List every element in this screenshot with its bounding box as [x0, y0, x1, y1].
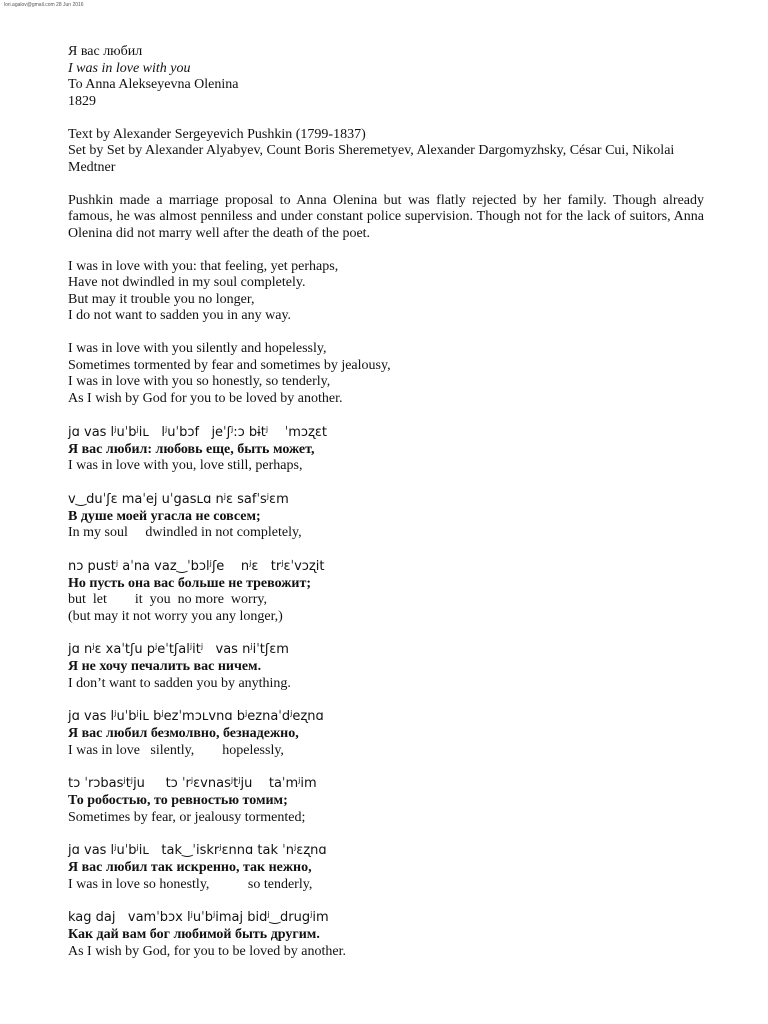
english-gloss: (but may it not worry you any longer,)	[68, 608, 283, 624]
verse-block	[68, 842, 704, 893]
verse-block	[68, 708, 704, 759]
english-gloss: In my soul dwindled in not completely,	[68, 525, 302, 540]
document-header-stamp: lori.agalov@gmail.com 28 Jun 2016	[4, 2, 84, 8]
russian-line: Но пусть она вас больше не тревожит;	[68, 575, 311, 591]
text-by-credit: Text by Alexander Sergeyevich Pushkin (1799-1837)	[68, 126, 366, 142]
english-gloss: I was in love so honestly, so tenderly,	[68, 876, 313, 892]
verse-block	[68, 558, 704, 626]
title-english: I was in love with you	[68, 60, 191, 76]
russian-line: Я вас любил так искренно, так нежно,	[68, 860, 312, 875]
stanza-line: Have not dwindled in my soul completely.	[68, 275, 306, 290]
russian-line: То робостью, то ревностью томим;	[68, 793, 288, 808]
russian-line: Я не хочу печалить вас ничем.	[68, 659, 262, 674]
ipa-line: v‿duˈʃɛ maˈej uˈgasʟɑ nʲɛ safˈsʲɛm	[68, 491, 289, 507]
verse-block	[68, 491, 704, 542]
stanza-line: As I wish by God for you to be loved by another.	[68, 390, 343, 406]
document-page	[68, 44, 704, 960]
verse-analysis	[68, 424, 704, 961]
ipa-line: jɑ vas lʲuˈbʲiʟ tak‿ˈiskrʲɛnnɑ tak ˈnʲɛʐnɑ	[68, 843, 327, 858]
english-gloss: I don’t want to sadden you by anything.	[68, 675, 291, 691]
english-gloss: As I wish by God, for you to be loved by another.	[68, 943, 347, 959]
stanza-line: But may it trouble you no longer,	[68, 291, 255, 307]
stanza-line: I do not want to sadden you in any way.	[68, 308, 292, 323]
russian-line: Я вас любил: любовь еще, быть может,	[68, 441, 315, 457]
title-russian: Я вас любил	[68, 44, 143, 59]
russian-line: Я вас любил безмолвно, безнадежно,	[68, 726, 299, 741]
stanza-line: I was in love with you so honestly, so tenderly,	[68, 374, 331, 389]
english-gloss: I was in love with you, love still, perhaps,	[68, 458, 303, 473]
verse-block	[68, 641, 704, 692]
english-gloss: I was in love silently, hopelessly,	[68, 742, 284, 758]
credits-block	[68, 127, 704, 177]
ipa-line: tɔ ˈrɔbasʲtʲju tɔ ˈrʲɛvnasʲtʲju taˈmʲim	[68, 776, 317, 791]
stanza-line: Sometimes tormented by fear and sometimes by jealousy,	[68, 357, 391, 373]
stanza-line: I was in love with you: that feeling, yet perhaps,	[68, 258, 339, 274]
year: 1829	[68, 93, 96, 109]
verse-block	[68, 424, 704, 475]
english-gloss: Sometimes by fear, or jealousy tormented;	[68, 809, 306, 825]
translation-stanza-2	[68, 341, 704, 407]
translation-stanza-1	[68, 259, 704, 325]
ipa-line: kag daj vamˈbɔx lʲuˈbʲimaj bidʲ‿drugʲim	[68, 910, 329, 925]
ipa-line: nɔ pustʲ aˈna vaz‿ˈbɔlʲʃe nʲɛ trʲɛˈvɔʐit	[68, 558, 325, 574]
ipa-line: jɑ vas lʲuˈbʲiʟ bʲezˈmɔʟvnɑ bʲeznaˈdʲeʐnɑ	[68, 709, 324, 724]
english-gloss: but let it you no more worry,	[68, 592, 267, 607]
intro-paragraph: Pushkin made a marriage proposal to Anna Olenina but was flatly rejected by her family. Though already famous, he was almost penniless and under constant police supervision. Though not for the lack of suitors, Anna Olenina did not marry well after the death of the poet.	[68, 192, 704, 241]
verse-block	[68, 775, 704, 826]
verse-block	[68, 909, 704, 960]
ipa-line: jɑ vas lʲuˈbʲiʟ lʲuˈbɔf jeˈʃʲ:ɔ bɨtʲ ˈmɔʐɛt	[68, 424, 328, 440]
russian-line: В душе моей угасла не совсем;	[68, 508, 261, 524]
stanza-line: I was in love with you silently and hopelessly,	[68, 341, 327, 356]
ipa-line: jɑ nʲɛ xaˈtʃu pʲeˈtʃalʲitʲ vas nʲiˈtʃɛm	[68, 642, 289, 657]
russian-line: Как дай вам бог любимой быть другим.	[68, 927, 320, 942]
dedication: To Anna Alekseyevna Olenina	[68, 77, 239, 92]
title-block	[68, 44, 704, 110]
set-by-credit: Set by Set by Alexander Alyabyev, Count Boris Sheremetyev, Alexander Dargomyzhsky, César Cui, Nikolai Medtner	[68, 143, 675, 175]
